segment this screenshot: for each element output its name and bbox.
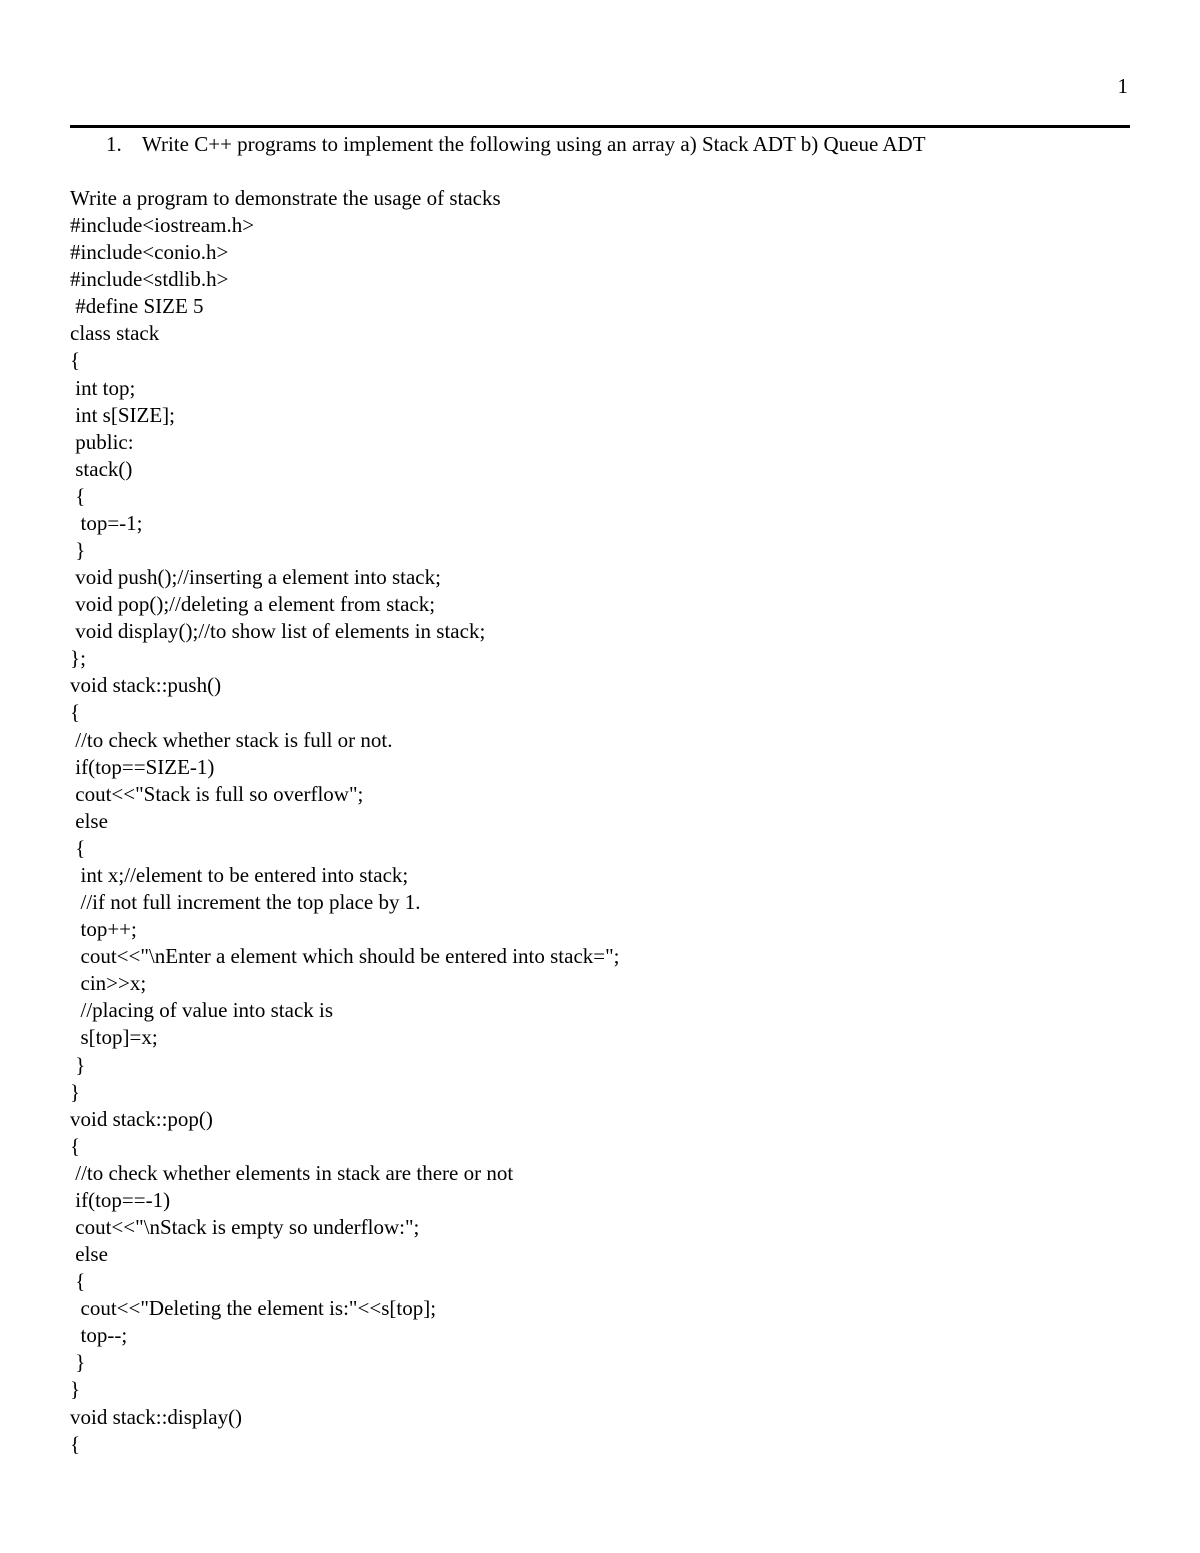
- code-line: cout<<"Deleting the element is:"<<s[top];: [70, 1296, 437, 1321]
- code-line: //placing of value into stack is: [70, 998, 334, 1023]
- code-line: void stack::pop(): [70, 1106, 213, 1131]
- code-line: public:: [70, 429, 134, 454]
- code-line: if(top==SIZE-1): [70, 754, 215, 779]
- question-number: 1.: [106, 132, 122, 156]
- code-line: void push();//inserting a element into stack;: [70, 565, 441, 590]
- code-line: void stack::display(): [70, 1404, 243, 1429]
- code-line: #include<iostream.h>: [70, 213, 255, 238]
- code-line: //to check whether stack is full or not.: [70, 727, 393, 752]
- code-line: }: [70, 1350, 86, 1375]
- code-line: {: [70, 1269, 86, 1294]
- code-line: int x;//element to be entered into stack;: [70, 862, 409, 887]
- code-line: cout<<"\nStack is empty so underflow:";: [70, 1214, 420, 1239]
- code-line: else: [70, 1242, 108, 1267]
- code-line: top=-1;: [70, 510, 143, 535]
- code-line: class stack: [70, 321, 160, 346]
- code-line: }: [70, 1079, 81, 1104]
- code-line: stack(): [70, 456, 133, 481]
- header-rule: [70, 125, 1130, 128]
- code-line: #define SIZE 5: [70, 294, 204, 319]
- question-text: Write C++ programs to implement the following using an array a) Stack ADT b) Queue ADT: [142, 132, 926, 156]
- code-line: int top;: [70, 375, 136, 400]
- code-line: //to check whether elements in stack are there or not: [70, 1160, 514, 1185]
- question-heading: [106, 131, 926, 158]
- code-line: {: [70, 1133, 81, 1158]
- page-number: 1: [1117, 74, 1128, 98]
- code-line: }: [70, 1052, 86, 1077]
- code-line: #include<stdlib.h>: [70, 267, 229, 292]
- code-line: //if not full increment the top place by 1.: [70, 890, 421, 915]
- code-line: if(top==-1): [70, 1187, 171, 1212]
- code-line: void pop();//deleting a element from stack;: [70, 592, 436, 617]
- code-line: cin>>x;: [70, 971, 147, 996]
- code-line: {: [70, 348, 81, 373]
- code-line: void stack::push(): [70, 673, 222, 698]
- code-listing: [70, 212, 1130, 1458]
- code-line: #include<conio.h>: [70, 240, 229, 265]
- code-line: }: [70, 1377, 81, 1402]
- code-line: cout<<"Stack is full so overflow";: [70, 781, 364, 806]
- code-line: void display();//to show list of elements in stack;: [70, 619, 486, 644]
- code-line: }: [70, 538, 86, 563]
- code-line: {: [70, 1431, 81, 1456]
- code-line: };: [70, 646, 86, 671]
- intro-line: Write a program to demonstrate the usage of stacks: [70, 186, 501, 210]
- code-line: s[top]=x;: [70, 1025, 158, 1050]
- code-line: {: [70, 700, 81, 725]
- code-line: top--;: [70, 1323, 128, 1348]
- code-line: {: [70, 835, 86, 860]
- code-line: int s[SIZE];: [70, 402, 175, 427]
- code-line: {: [70, 483, 86, 508]
- document-body: [70, 185, 1130, 1458]
- code-line: cout<<"\nEnter a element which should be entered into stack=";: [70, 944, 620, 969]
- code-line: top++;: [70, 917, 137, 942]
- code-line: else: [70, 808, 108, 833]
